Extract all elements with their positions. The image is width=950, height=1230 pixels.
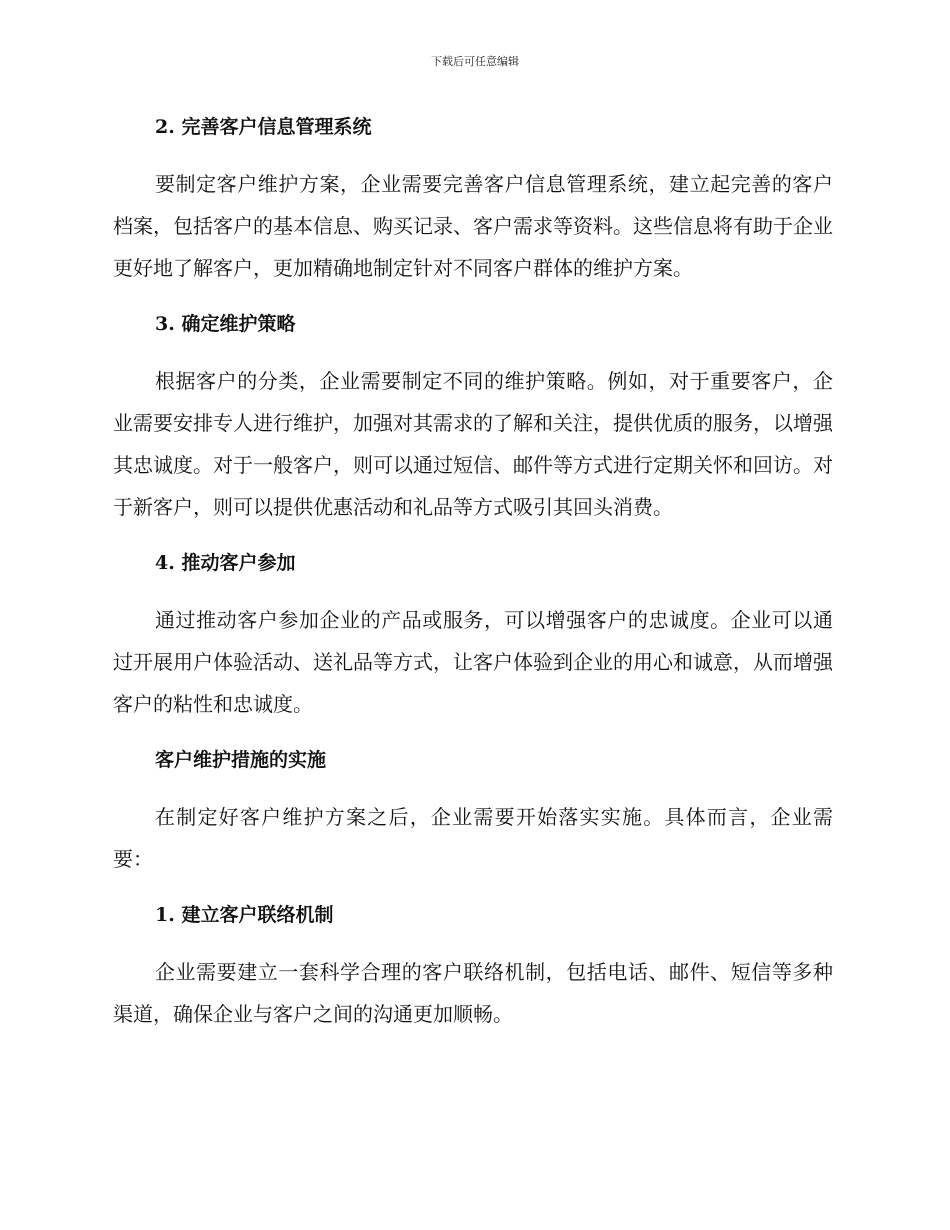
page-header: 下载后可任意编辑 xyxy=(431,55,519,68)
document-body xyxy=(113,108,833,1035)
section-paragraph: 在制定好客户维护方案之后，企业需要开始落实实施。具体而言，企业需要： xyxy=(113,805,833,871)
section-heading: 3. 确定维护策略 xyxy=(155,313,296,335)
section-paragraph: 通过推动客户参加企业的产品或服务，可以增强客户的忠诚度。企业可以通过开展用户体验活动、送礼品等方式，让客户体验到企业的用心和诚意，从而增强客户的粘性和忠诚度。 xyxy=(113,608,833,716)
section-paragraph: 企业需要建立一套科学合理的客户联络机制，包括电话、邮件、短信等多种渠道，确保企业与客户之间的沟通更加顺畅。 xyxy=(113,960,833,1026)
section-heading: 4. 推动客户参加 xyxy=(155,552,296,574)
section-heading: 客户维护措施的实施 xyxy=(155,749,327,771)
section-heading: 1. 建立客户联络机制 xyxy=(155,904,334,926)
section-paragraph: 根据客户的分类，企业需要制定不同的维护策略。例如，对于重要客户，企业需要安排专人进行维护，加强对其需求的了解和关注，提供优质的服务，以增强其忠诚度。对于一般客户，则可以通过短信、邮件等方式进行定期关怀和回访。对于新客户，则可以提供优惠活动和礼品等方式吸引其回头消费。 xyxy=(113,369,833,519)
section-heading: 2. 完善客户信息管理系统 xyxy=(155,116,372,138)
section-paragraph: 要制定客户维护方案，企业需要完善客户信息管理系统，建立起完善的客户档案，包括客户的基本信息、购买记录、客户需求等资料。这些信息将有助于企业更好地了解客户，更加精确地制定针对不同客户群体的维护方案。 xyxy=(113,172,833,280)
